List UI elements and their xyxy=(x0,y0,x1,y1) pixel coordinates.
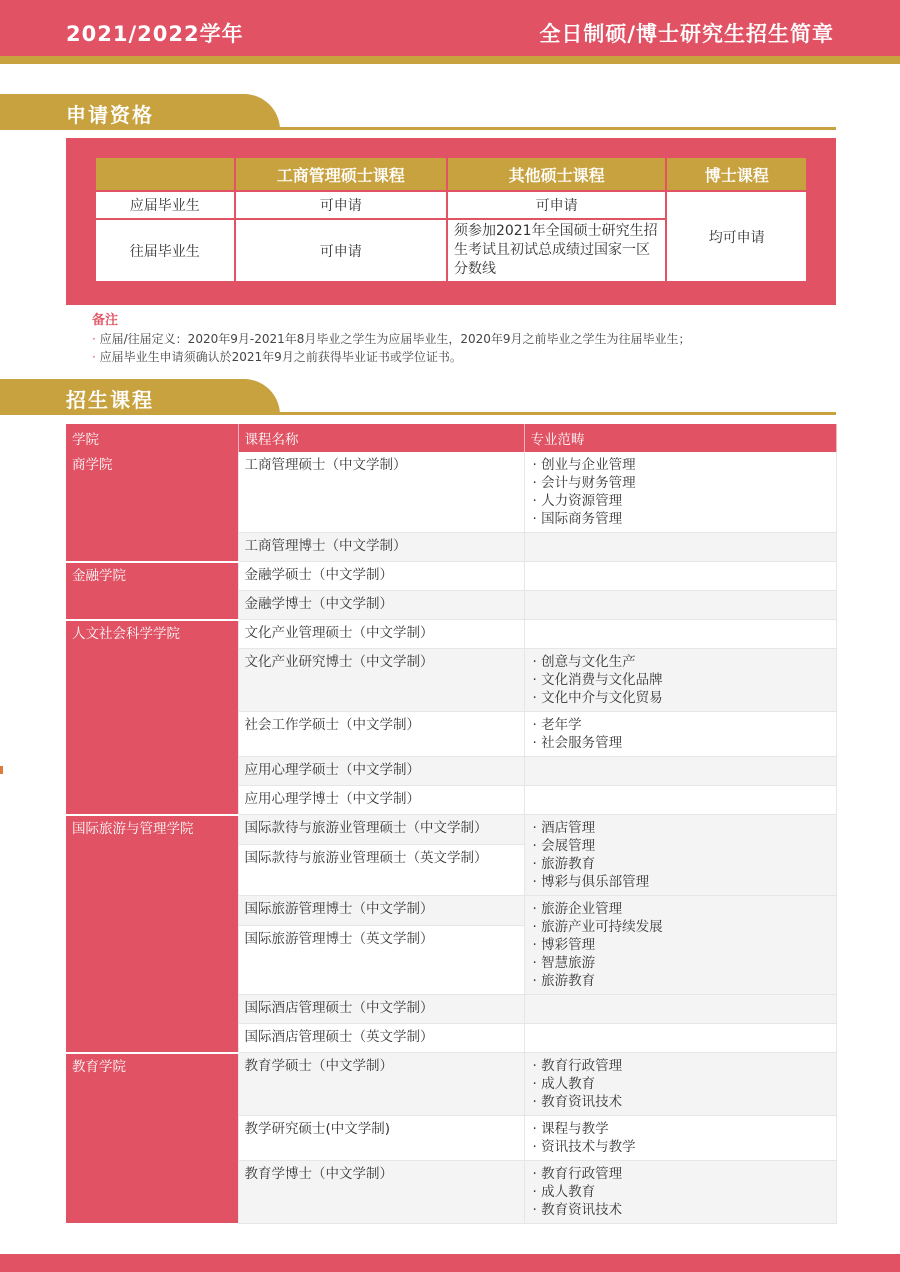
scope-item: · 创意与文化生产 xyxy=(532,654,636,670)
scope-cell xyxy=(524,620,836,649)
scope-cell xyxy=(524,995,836,1024)
section-header-programs xyxy=(0,379,280,415)
bullet-icon: · xyxy=(92,332,100,346)
scope-item: · 成人教育 xyxy=(532,1184,596,1200)
course-cell: 国际款待与旅游业管理硕士（中文学制） xyxy=(238,815,524,845)
column-header: 工商管理硕士课程 xyxy=(235,157,447,191)
course-cell: 应用心理学博士（中文学制） xyxy=(238,786,524,815)
scope-item: · 资讯技术与教学 xyxy=(532,1139,636,1155)
scope-item: · 成人教育 xyxy=(532,1076,596,1092)
scope-item: · 文化消费与文化品牌 xyxy=(532,672,663,688)
programs-table xyxy=(66,424,837,1225)
eligibility-table xyxy=(94,156,808,283)
section-header-eligibility xyxy=(0,94,280,130)
note-text: 应届/往届定义：2020年9月-2021年8月毕业之学生为应届毕业生，2020年9月之前毕业之学生为往届毕业生； xyxy=(99,332,691,346)
section-title: 招生课程 xyxy=(66,388,154,412)
scope-item: · 文化中介与文化贸易 xyxy=(532,690,663,706)
scope-item: · 博彩管理 xyxy=(532,937,596,953)
table-cell: 可申请 xyxy=(235,191,447,219)
row-label: 应届毕业生 xyxy=(95,191,235,219)
column-header: 博士课程 xyxy=(666,157,807,191)
column-header: 其他硕士课程 xyxy=(447,157,666,191)
table-cell: 可申请 xyxy=(447,191,666,219)
course-cell: 教学研究硕士(中文学制) xyxy=(238,1116,524,1161)
programs-table-wrap xyxy=(66,424,836,1225)
table-corner xyxy=(95,157,235,191)
scope-cell xyxy=(524,896,836,995)
scope-cell xyxy=(524,591,836,620)
college-cell: 教育学院 xyxy=(66,1053,238,1224)
course-cell: 国际酒店管理硕士（英文学制） xyxy=(238,1024,524,1053)
scope-cell xyxy=(524,1161,836,1224)
scope-cell xyxy=(524,786,836,815)
scope-cell xyxy=(524,1053,836,1116)
academic-year: 2021/2022学年 xyxy=(66,22,244,46)
scope-item: · 旅游企业管理 xyxy=(532,901,623,917)
scope-cell xyxy=(524,533,836,562)
scope-cell xyxy=(524,1116,836,1161)
course-cell: 国际旅游管理博士（中文学制） xyxy=(238,896,524,926)
footer-bar xyxy=(0,1254,900,1272)
scope-item: · 教育资讯技术 xyxy=(532,1094,623,1110)
notes-title: 备注 xyxy=(92,313,119,328)
course-cell: 文化产业研究博士（中文学制） xyxy=(238,649,524,712)
course-cell: 教育学博士（中文学制） xyxy=(238,1161,524,1224)
scope-item: · 教育资讯技术 xyxy=(532,1202,623,1218)
scope-item: · 创业与企业管理 xyxy=(532,457,636,473)
row-label: 往届毕业生 xyxy=(95,219,235,282)
course-cell: 金融学博士（中文学制） xyxy=(238,591,524,620)
document-title: 全日制硕/博士研究生招生简章 xyxy=(539,22,834,46)
scope-item: · 智慧旅游 xyxy=(532,955,596,971)
header-gold-stripe xyxy=(0,56,900,64)
header-bar xyxy=(0,0,900,56)
section-divider xyxy=(240,412,836,415)
course-cell: 国际酒店管理硕士（中文学制） xyxy=(238,995,524,1024)
section-title: 申请资格 xyxy=(66,103,154,127)
course-cell: 教育学硕士（中文学制） xyxy=(238,1053,524,1116)
column-header: 专业范畴 xyxy=(524,424,836,452)
scope-item: · 国际商务管理 xyxy=(532,511,623,527)
scope-item: · 人力资源管理 xyxy=(532,493,623,509)
course-cell: 社会工作学硕士（中文学制） xyxy=(238,712,524,757)
scope-item: · 社会服务管理 xyxy=(532,735,623,751)
table-cell: 可申请 xyxy=(235,219,447,282)
scope-item: · 会计与财务管理 xyxy=(532,475,636,491)
column-header: 课程名称 xyxy=(238,424,524,452)
course-cell: 金融学硕士（中文学制） xyxy=(238,562,524,591)
course-cell: 工商管理硕士（中文学制） xyxy=(238,452,524,533)
eligibility-panel xyxy=(66,138,836,305)
note-item xyxy=(92,348,691,366)
table-cell: 须参加2021年全国硕士研究生招生考试且初试总成绩过国家一区分数线 xyxy=(447,219,666,282)
course-cell: 应用心理学硕士（中文学制） xyxy=(238,757,524,786)
college-cell: 国际旅游与管理学院 xyxy=(66,815,238,1053)
college-cell: 金融学院 xyxy=(66,562,238,620)
scope-cell xyxy=(524,757,836,786)
scope-item: · 旅游教育 xyxy=(532,973,596,989)
college-cell: 商学院 xyxy=(66,452,238,562)
note-item xyxy=(92,330,691,348)
scope-item: · 教育行政管理 xyxy=(532,1166,623,1182)
course-cell: 工商管理博士（中文学制） xyxy=(238,533,524,562)
scope-item: · 会展管理 xyxy=(532,838,596,854)
scope-item: · 博彩与俱乐部管理 xyxy=(532,874,650,890)
college-cell: 人文社会科学学院 xyxy=(66,620,238,815)
scope-item: · 酒店管理 xyxy=(532,820,596,836)
edge-marker xyxy=(0,766,3,774)
note-text: 应届毕业生申请须确认於2021年9月之前获得毕业证书或学位证书。 xyxy=(99,350,462,364)
column-header: 学院 xyxy=(66,424,238,452)
scope-item: · 老年学 xyxy=(532,717,582,733)
bullet-icon: · xyxy=(92,350,100,364)
scope-cell xyxy=(524,452,836,533)
notes-block xyxy=(92,312,691,366)
phd-cell: 均可申请 xyxy=(666,191,807,282)
scope-cell xyxy=(524,1024,836,1053)
scope-cell xyxy=(524,815,836,896)
course-cell: 国际旅游管理博士（英文学制） xyxy=(238,925,524,994)
scope-cell xyxy=(524,712,836,757)
scope-cell xyxy=(524,562,836,591)
scope-item: · 课程与教学 xyxy=(532,1121,609,1137)
scope-item: · 旅游产业可持续发展 xyxy=(532,919,663,935)
course-cell: 国际款待与旅游业管理硕士（英文学制） xyxy=(238,845,524,896)
scope-cell xyxy=(524,649,836,712)
section-divider xyxy=(240,127,836,130)
scope-item: · 旅游教育 xyxy=(532,856,596,872)
scope-item: · 教育行政管理 xyxy=(532,1058,623,1074)
course-cell: 文化产业管理硕士（中文学制） xyxy=(238,620,524,649)
